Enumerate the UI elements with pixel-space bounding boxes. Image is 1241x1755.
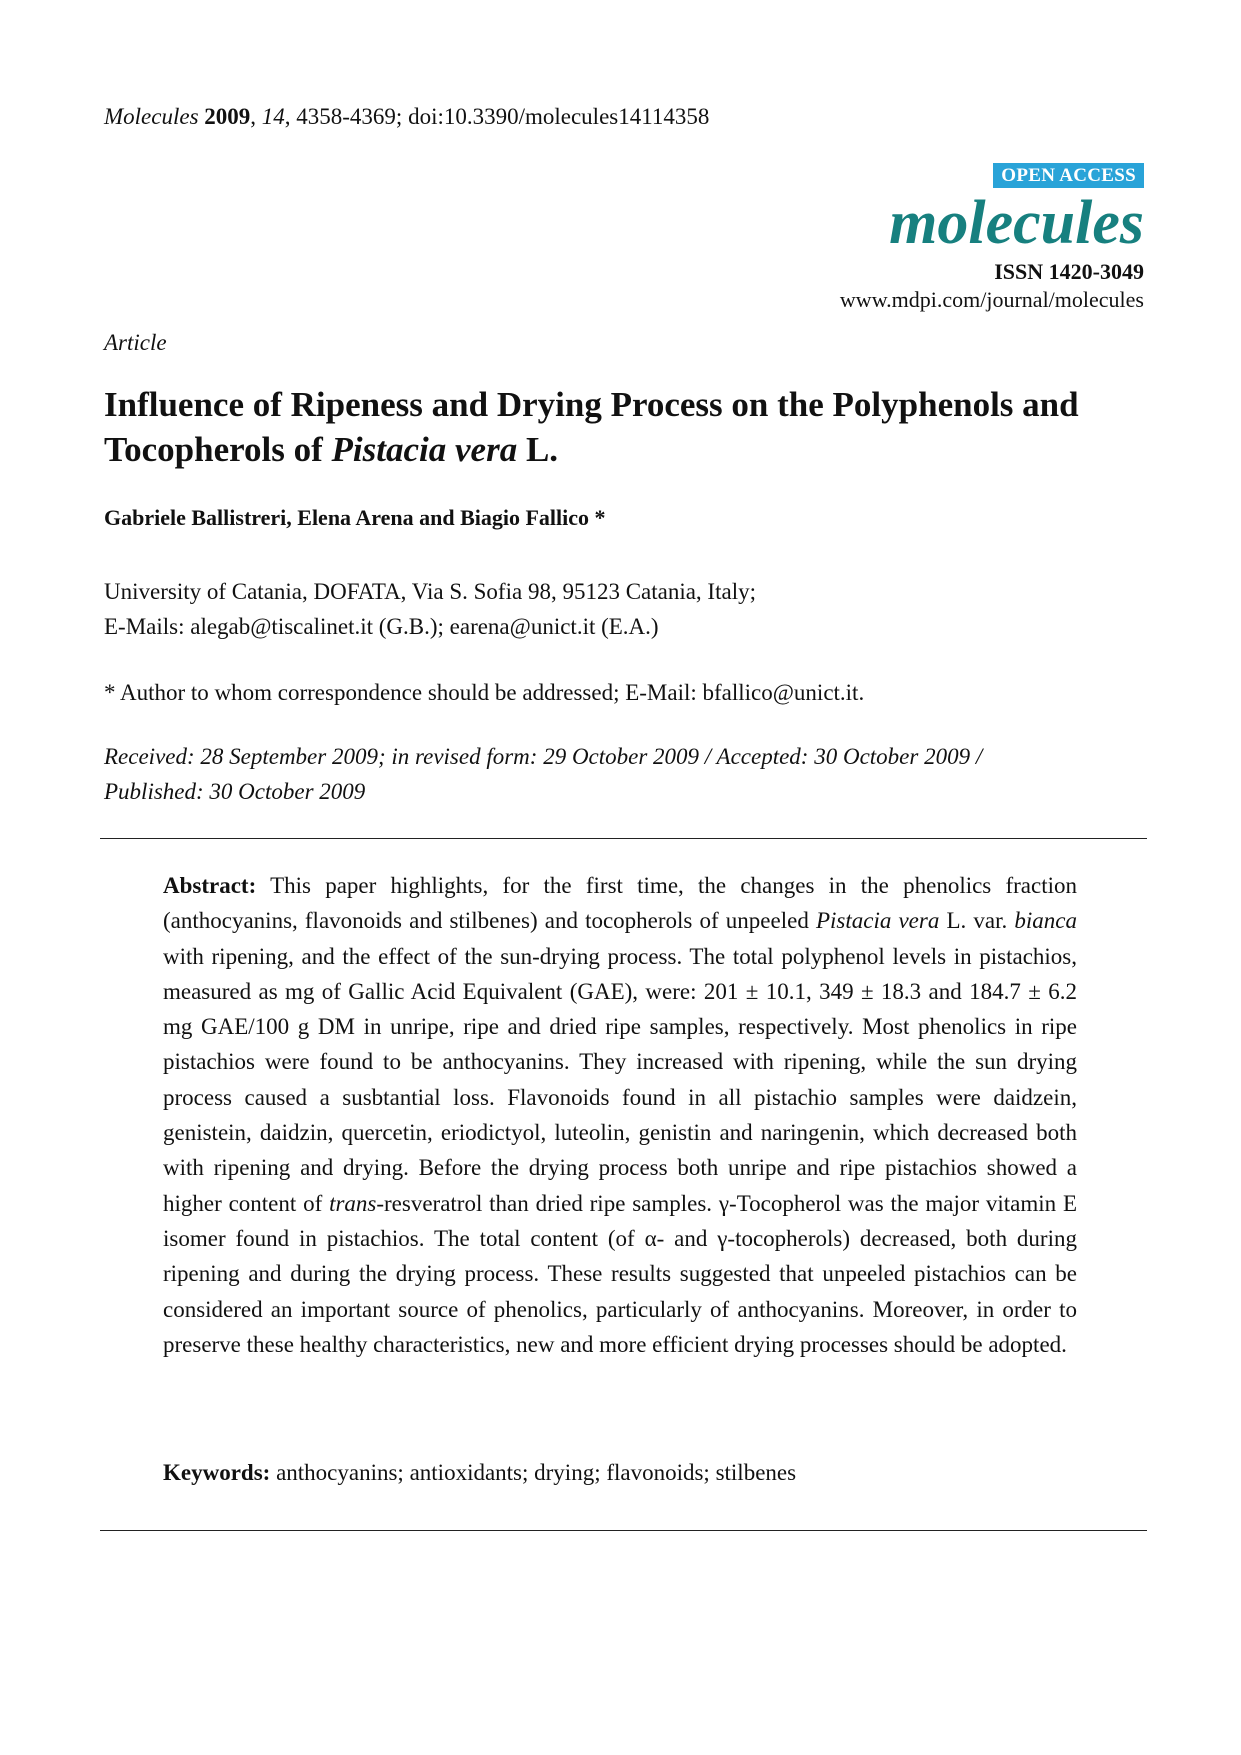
issn: ISSN 1420-3049	[994, 259, 1144, 284]
correspondence-note: * Author to whom correspondence should be addressed; E-Mail: bfallico@unict.it.	[104, 680, 865, 705]
affiliation-address: University of Catania, DOFATA, Via S. Sofia 98, 95123 Catania, Italy;	[104, 579, 756, 604]
journal-brand	[840, 163, 1144, 313]
dates-received: Received: 28 September 2009; in revised form: 29 October 2009 / Accepted: 30 October 2009 /	[104, 744, 983, 769]
affiliation-emails: E-Mails: alegab@tiscalinet.it (G.B.); earena@unict.it (E.A.)	[104, 614, 659, 639]
abstract-text-3: with ripening, and the effect of the sun-drying process. The total polyphenol levels in pistachios, measured as mg of Gallic Acid Equivalent (GAE), were: 201 ± 10.1, 349 ± 18.3 and 184.7 ± 6.2 mg GAE/100 g DM in unripe, ripe and dried ripe samples, respectively. Most phenolics in ripe pistachios were found to be anthocyanins. They increased with ripening, while the sun drying process caused a susbtantial loss. Flavonoids found in all pistachio samples were daidzein, genistein, daidzin, quercetin, eriodictyol, luteolin, genistin and naringenin, which decreased both with ripening and drying. Before the drying process both unripe and ripe pistachios showed a higher content of	[163, 943, 1077, 1216]
abstract-text-4: -resveratrol than dried ripe samples. γ-Tocopherol was the major vitamin E isomer found in pistachios. The total content (of α- and γ-tocopherols) decreased, both during ripening and during the drying process. These results suggested that unpeeled pistachios can be considered an important source of phenolics, particularly of anthocyanins. Moreover, in order to preserve these healthy characteristics, new and more efficient drying processes should be adopted.	[163, 1190, 1077, 1357]
citation-volume: 14	[261, 104, 285, 129]
abstract	[163, 868, 1077, 1362]
title-suffix: L.	[517, 430, 559, 469]
title-text: Influence of Ripeness and Drying Process on the Polyphenols and Tocopherols of	[104, 385, 1079, 469]
keywords-label: Keywords:	[163, 1460, 271, 1485]
citation-line: Molecules 2009, 14, 4358-4369; doi:10.3390/molecules14114358	[104, 104, 710, 129]
abstract-text-2: L. var.	[939, 908, 1015, 934]
citation-year: 2009	[204, 104, 251, 129]
abstract-label: Abstract:	[163, 873, 257, 898]
article-type: Article	[104, 330, 167, 355]
abstract-trans: trans	[329, 1190, 377, 1216]
abstract-variety: bianca	[1014, 908, 1077, 934]
title-species: Pistacia vera	[331, 430, 518, 469]
abstract-text-1: This paper highlights, for the first time, the changes in the phenolics fraction (anthocyanins, flavonoids and stilbenes) and tocopherols of unpeeled	[163, 873, 1077, 934]
affiliation	[104, 574, 756, 644]
paper-title	[104, 382, 1144, 472]
keywords	[163, 1460, 796, 1486]
citation-pages-doi: , 4358-4369; doi:10.3390/molecules14114358	[284, 104, 710, 129]
dates-published: Published: 30 October 2009	[104, 779, 366, 804]
citation-journal: Molecules	[104, 104, 199, 129]
journal-url: www.mdpi.com/journal/molecules	[839, 287, 1144, 312]
divider-top	[100, 838, 1147, 839]
divider-bottom	[100, 1530, 1147, 1531]
author-list: Gabriele Ballistreri, Elena Arena and Biagio Fallico *	[104, 505, 606, 530]
abstract-species: Pistacia vera	[815, 908, 940, 934]
keywords-text: anthocyanins; antioxidants; drying; flavonoids; stilbenes	[270, 1460, 797, 1485]
journal-logo: molecules	[889, 189, 1144, 257]
publication-dates	[104, 739, 982, 809]
open-access-badge: OPEN ACCESS	[993, 163, 1144, 188]
